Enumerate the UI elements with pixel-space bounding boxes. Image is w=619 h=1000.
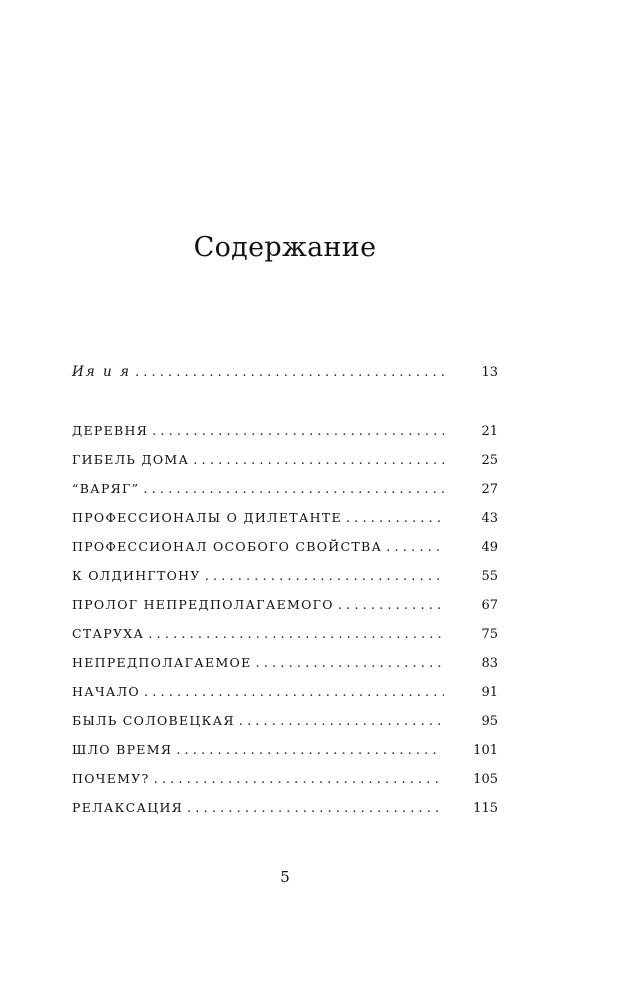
toc-entry[interactable] — [72, 740, 498, 760]
toc-leader-dots — [135, 363, 444, 383]
toc-leader-dots — [176, 741, 439, 761]
toc-entry-title: ШЛО ВРЕМЯ — [72, 742, 173, 757]
toc-entry-page: 43 — [481, 511, 498, 526]
toc-leader-dots — [187, 799, 439, 819]
toc-entry-page: 67 — [481, 598, 498, 613]
toc-entry-title: БЫЛЬ СОЛОВЕЦКАЯ — [72, 713, 235, 728]
toc-entry[interactable] — [72, 362, 498, 382]
toc-entry-title: ПРОФЕССИОНАЛ ОСОБОГО СВОЙСТВА — [72, 539, 383, 554]
toc-entry-title: К ОЛДИНГТОНУ — [72, 568, 201, 583]
toc-entry-page: 91 — [481, 685, 498, 700]
toc-entry-page: 25 — [481, 453, 498, 468]
toc-leader-dots — [386, 538, 444, 558]
toc-entry-title: НЕПРЕДПОЛАГАЕМОЕ — [72, 655, 252, 670]
toc-entry[interactable] — [72, 769, 498, 789]
toc-entry[interactable] — [72, 421, 498, 441]
toc-entry[interactable] — [72, 566, 498, 586]
toc-leader-dots — [239, 712, 444, 732]
toc-entry-title: “ВАРЯГ” — [72, 481, 140, 496]
toc-leader-dots — [193, 451, 444, 471]
toc-entry-page: 75 — [481, 627, 498, 642]
toc-entry-page: 49 — [481, 540, 498, 555]
toc-leader-dots — [256, 654, 444, 674]
toc-entry-page: 83 — [481, 656, 498, 671]
toc-entry-title: ДЕРЕВНЯ — [72, 423, 149, 438]
toc-leader-dots — [144, 683, 444, 703]
toc-entry-page: 105 — [473, 772, 498, 787]
toc-leader-dots — [205, 567, 444, 587]
toc-entry-title: РЕЛАКСАЦИЯ — [72, 800, 184, 815]
page-folio: 5 — [280, 868, 290, 886]
toc-entry-page: 101 — [473, 743, 498, 758]
toc-entry[interactable] — [72, 624, 498, 644]
toc-entry[interactable] — [72, 711, 498, 731]
toc-leader-dots — [154, 770, 440, 790]
toc-leader-dots — [143, 480, 444, 500]
toc-entry-title: ПОЧЕМУ? — [72, 771, 150, 786]
toc-entry[interactable] — [72, 450, 498, 470]
toc-entry[interactable] — [72, 653, 498, 673]
toc-entry-page: 21 — [481, 424, 498, 439]
toc-entry-page: 95 — [481, 714, 498, 729]
toc-leader-dots — [346, 509, 444, 529]
toc-entry-page: 115 — [473, 801, 498, 816]
toc-entry-page: 27 — [481, 482, 498, 497]
toc-entry[interactable] — [72, 508, 498, 528]
toc-entry-title: Ия и я — [72, 364, 131, 380]
toc-entry-title: ПРОФЕССИОНАЛЫ О ДИЛЕТАНТЕ — [72, 510, 342, 525]
toc-entry-page: 55 — [481, 569, 498, 584]
toc-entry[interactable] — [72, 595, 498, 615]
toc-leader-dots — [338, 596, 444, 616]
toc-leader-dots — [148, 625, 444, 645]
toc-leader-dots — [152, 422, 444, 442]
toc-entry[interactable] — [72, 537, 498, 557]
toc-entry-title: ПРОЛОГ НЕПРЕДПОЛАГАЕМОГО — [72, 597, 334, 612]
toc-entry-title: СТАРУХА — [72, 626, 145, 641]
toc-entry[interactable] — [72, 479, 498, 499]
toc-entry-title: ГИБЕЛЬ ДОМА — [72, 452, 190, 467]
toc-entry-title: НАЧАЛО — [72, 684, 140, 699]
toc-entry[interactable] — [72, 798, 498, 818]
toc-entry-page: 13 — [481, 365, 498, 380]
page-title: Содержание — [193, 232, 377, 263]
toc-entry[interactable] — [72, 682, 498, 702]
